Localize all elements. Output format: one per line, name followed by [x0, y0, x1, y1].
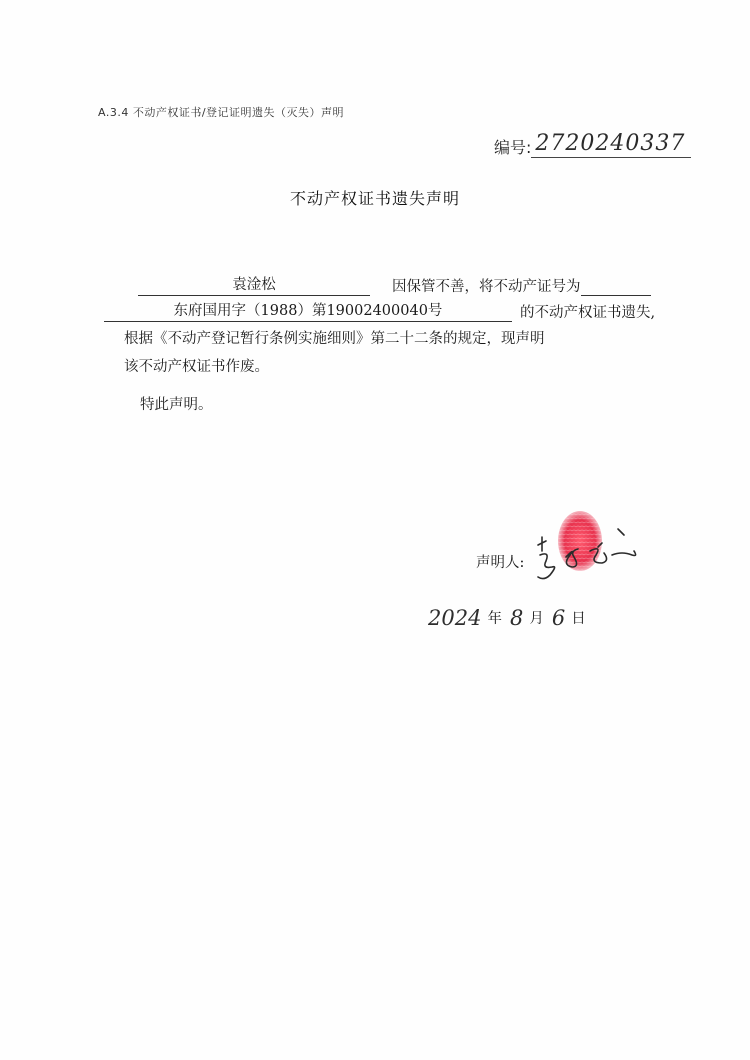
document-title: 不动产权证书遗失声明 [289, 189, 460, 208]
certificate-number [104, 301, 512, 322]
form-reference: A.3.4 不动产权证书/登记证明遗失（灭失）声明 [98, 106, 345, 119]
declarant-label: 声明人: [476, 555, 525, 571]
date-month-char: 月 [529, 611, 544, 627]
text-after-name: 因保管不善，将不动产证号为 [392, 279, 581, 295]
body-line-3: 根据《不动产登记暂行条例实施细则》第二十二条的规定，现声明 [124, 331, 545, 347]
date-day: 6 [551, 606, 566, 630]
date [428, 600, 594, 630]
blank-line [581, 275, 651, 296]
date-month: 8 [509, 606, 524, 630]
owner-name: 袁淦松 [138, 275, 370, 296]
number-label: 编号: [494, 138, 532, 157]
body-line-4: 该不动产权证书作废。 [124, 359, 269, 375]
body-line-1 [138, 272, 651, 296]
closing-line: 特此声明。 [140, 397, 213, 413]
date-year-char: 年 [487, 611, 502, 627]
signature-with-fingerprint [532, 505, 642, 590]
number-value: 2720240337 [531, 131, 691, 158]
certificate-number-text: 东府国用字（1988）第19002400040号 [173, 303, 443, 319]
text-after-cert: 的不动产权证书遗失, [520, 305, 656, 321]
body-line-2 [104, 298, 655, 322]
document-number [494, 126, 691, 158]
date-day-char: 日 [571, 611, 586, 627]
date-year: 2024 [428, 606, 482, 630]
